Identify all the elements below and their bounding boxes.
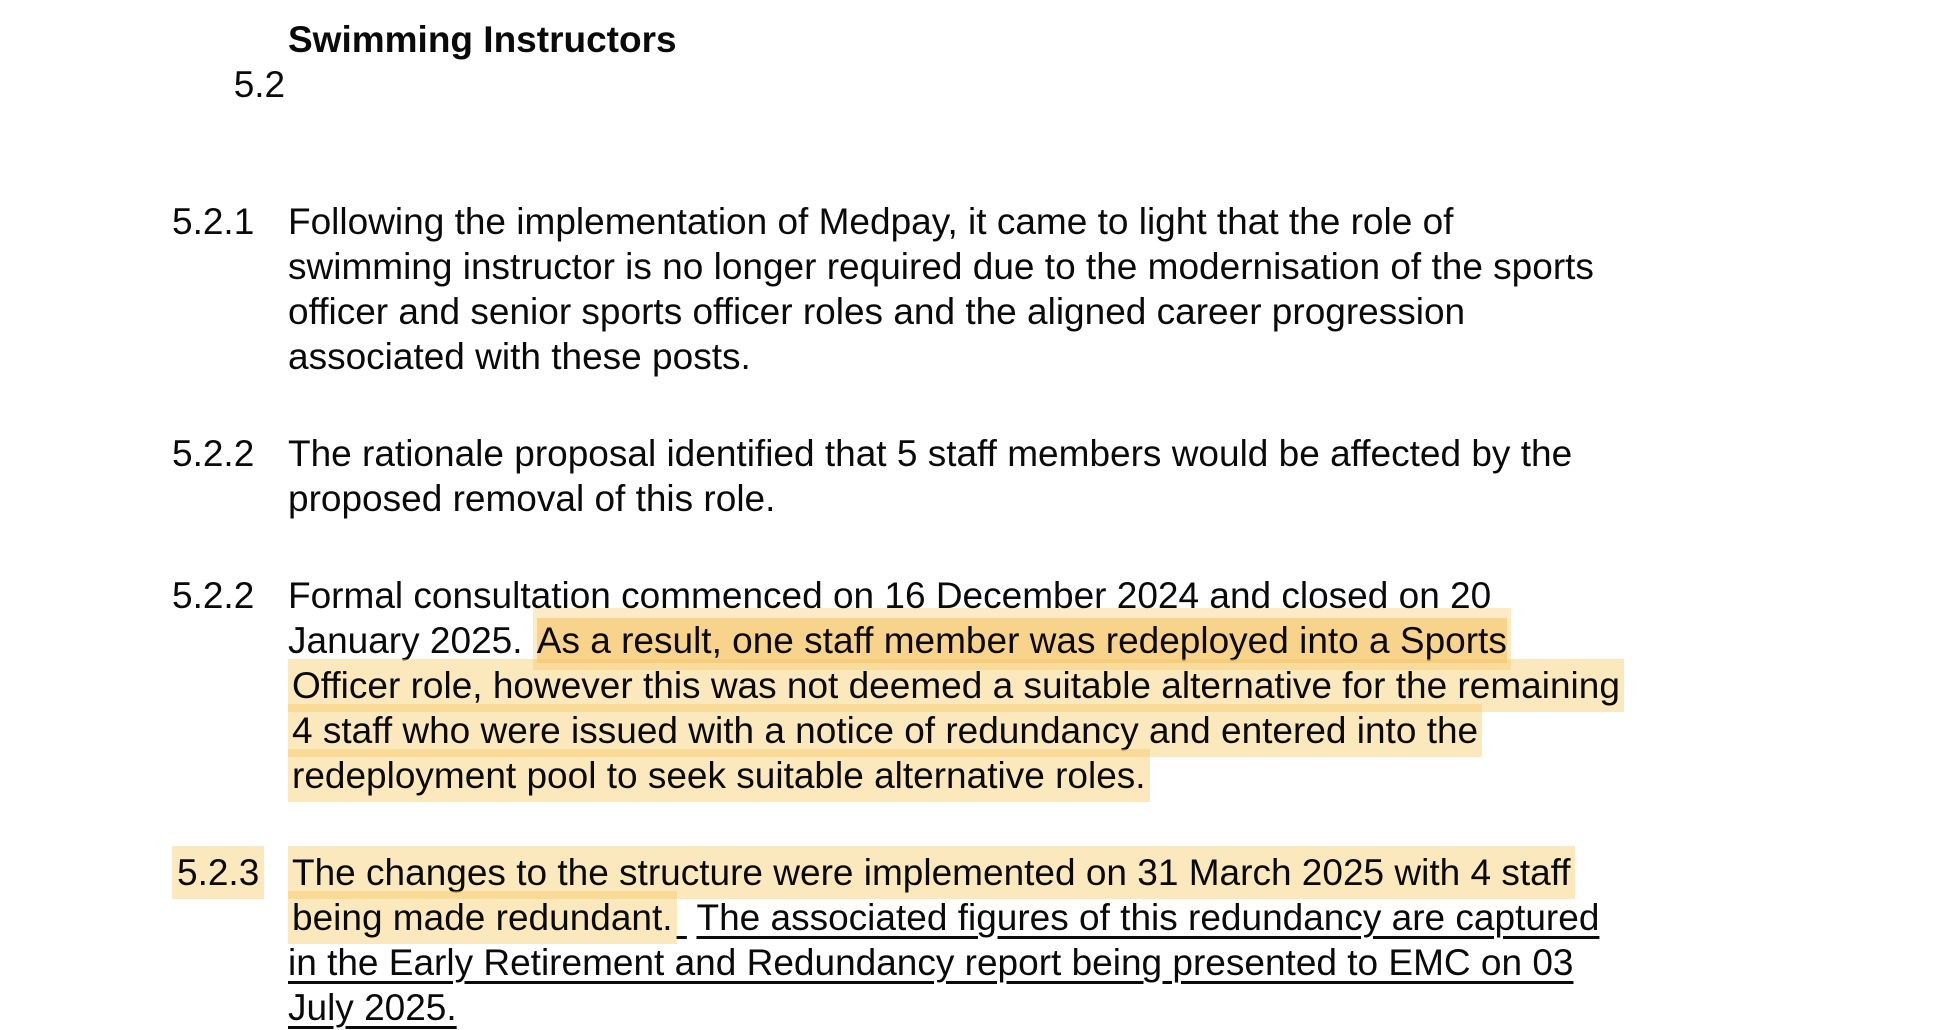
paragraph-number: [172, 850, 288, 1030]
paragraph-number-text: 5.2.2: [172, 575, 255, 616]
highlighted-text-strong-core: As a result, one staff member was redeployed into a Sports: [536, 620, 1507, 661]
underlined-text: [677, 897, 687, 938]
section-number: [172, 17, 288, 152]
section-heading: [172, 17, 1918, 152]
section-title: Swimming Instructors: [288, 19, 677, 60]
text-line: [288, 618, 1918, 663]
text-line: [288, 850, 1918, 895]
text-line: [288, 708, 1918, 753]
text-line: [288, 199, 1918, 244]
underlined-text: The associated figures of this redundancy are captured: [696, 897, 1600, 938]
paragraph-number: [172, 431, 288, 521]
paragraph-number-text: 5.2.2: [172, 433, 255, 474]
paragraph-text: [288, 199, 1918, 379]
paragraph-number-text: 5.2.1: [172, 201, 255, 242]
paragraph-number-highlighted: 5.2.3: [172, 846, 264, 899]
paragraph: [172, 850, 1918, 1030]
highlighted-text: Officer role, however this was not deemed a suitable alternative for the remaining: [288, 659, 1624, 712]
text-line: [288, 985, 1918, 1030]
paragraph: [172, 431, 1918, 521]
underlined-text: in the Early Retirement and Redundancy report being presented to EMC on 03: [288, 942, 1574, 983]
highlighted-text: The changes to the structure were implemented on 31 March 2025 with 4 staff: [288, 846, 1575, 899]
highlighted-text: redeployment pool to seek suitable alternative roles.: [288, 749, 1150, 802]
text-segment: associated with these posts.: [288, 336, 751, 377]
text-line: [288, 244, 1918, 289]
text-line: [288, 663, 1918, 708]
paragraph-number: [172, 573, 288, 798]
text-segment: The rationale proposal identified that 5 staff members would be affected by the: [288, 433, 1573, 474]
text-line: [288, 895, 1918, 940]
section-number-text: 5.2: [233, 64, 286, 105]
highlighted-text: 4 staff who were issued with a notice of redundancy and entered into the: [288, 704, 1482, 757]
text-line: [288, 334, 1918, 379]
text-segment: Formal consultation commenced on 16 December 2024 and closed on 20: [288, 575, 1492, 616]
paragraph: [172, 573, 1918, 798]
paragraph-text: [288, 850, 1918, 1030]
paragraph-text: [288, 431, 1918, 521]
paragraph-list: [172, 199, 1918, 1030]
text-segment: officer and senior sports officer roles and the aligned career progression: [288, 291, 1466, 332]
text-segment: January 2025.: [288, 620, 533, 661]
highlighted-text: being made redundant.: [288, 891, 677, 944]
text-line: [288, 289, 1918, 334]
text-line: [288, 476, 1918, 521]
text-segment: proposed removal of this role.: [288, 478, 776, 519]
text-line: [288, 940, 1918, 985]
text-line: [288, 431, 1918, 476]
text-segment: Following the implementation of Medpay, it came to light that the role of: [288, 201, 1454, 242]
paragraph-number: [172, 199, 288, 379]
paragraph: [172, 199, 1918, 379]
paragraph-text: [288, 573, 1918, 798]
underlined-text: July 2025.: [288, 987, 457, 1028]
text-segment: swimming instructor is no longer required due to the modernisation of the sports: [288, 246, 1594, 287]
text-line: [288, 753, 1918, 798]
